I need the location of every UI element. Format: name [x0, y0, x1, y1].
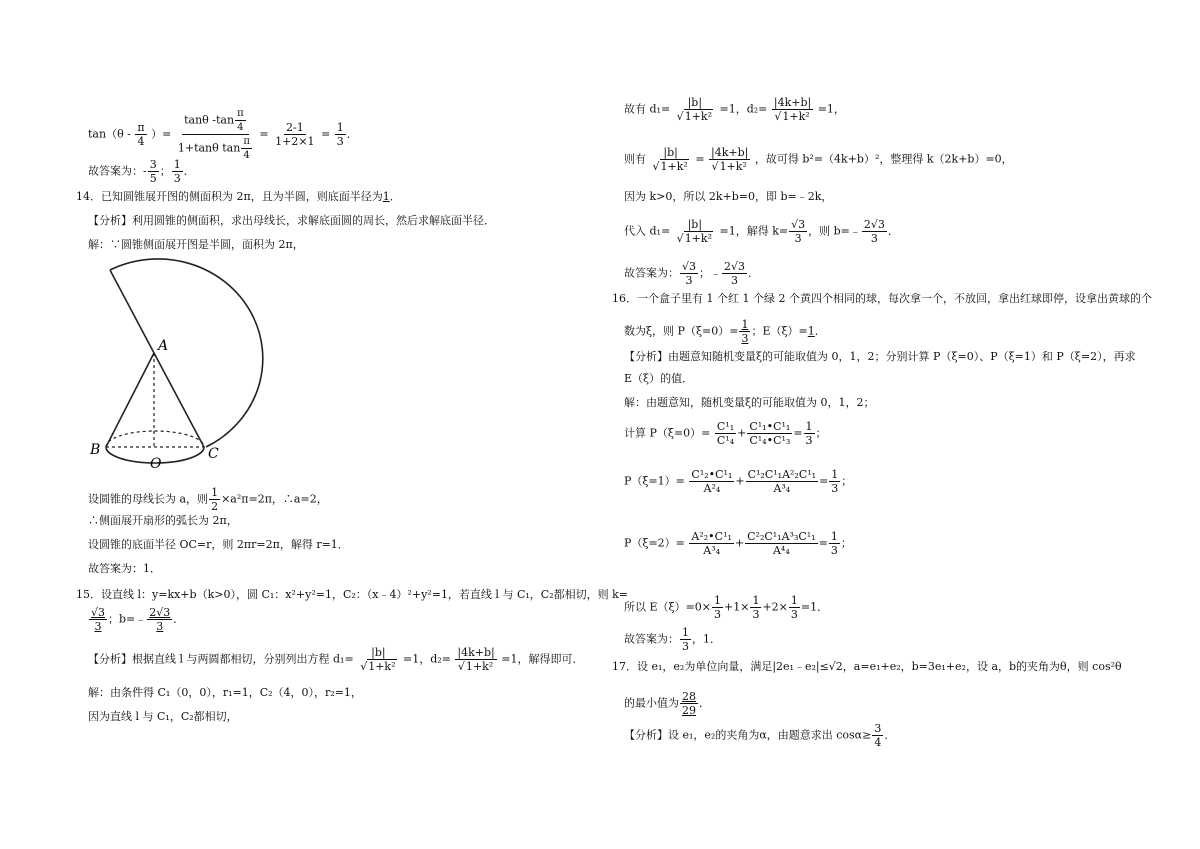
- analysis-17: 【分析】设 e₁，e₂的夹角为α，由题意求出 cosα≥ $\frac{3}{4}$ ．: [624, 722, 896, 749]
- label-b: B: [90, 442, 101, 458]
- tan-line: tan（θ - $\frac{\pi}{4}$ ）= tanθ -tan $\frac{\pi}{4}$ 1+tanθ tan $\frac{\pi}{4}$ = $\frac{2-1}{1+2\times 1}$ = $\frac{1}{3}$ ．: [88, 108, 358, 161]
- question-17-b: 的最小值为 $\frac{28}{29}$ ．: [624, 690, 710, 717]
- base-back: [106, 431, 204, 447]
- solution-14-a: 设圆锥的母线长为 a，则 $\frac{1}{2}$ ×a²π=2π，∴a=2，: [88, 486, 328, 513]
- solution-14: 解：∵圆锥侧面展开图是半圆，面积为 2π，: [88, 238, 304, 251]
- prob-xi-1: P（ξ=1）= $\frac{\text{C¹₂•C¹₁}}{\text{A²₄}}$ + $\frac{\text{C¹₂C¹₁A²₂C¹₁}}{\text{A³₄}}$ = $\frac{1}{3}$ ；: [624, 468, 853, 495]
- prob-xi-2: P（ξ=2）= $\frac{\text{A²₂•C¹₁}}{\text{A³₄}}$ + $\frac{\text{C²₂C¹₁A³₃C¹₁}}{\text{A⁴₄}}$ = $\frac{1}{3}$ ；: [624, 530, 852, 557]
- slant-line-ab: [106, 353, 154, 447]
- solution-15-b: 因为直线 l 与 C₁，C₂都相切，: [88, 710, 238, 723]
- answer-line-16: 故答案为： $\frac{1}{3}$ ，1．: [624, 626, 721, 653]
- cone-figure: [88, 258, 288, 476]
- question-14: 14．已知圆锥展开图的侧面积为 2π，且为半圆，则底面半径为1．: [76, 190, 401, 203]
- equal-distances: 则有 $\frac{|b|}{\text{√1+k²}}$ = $\frac{|4k+b|}{\text{√1+k²}}$ ，故可得 b²=（4k+b）²，整理得 k（2k+b）=0，: [624, 146, 1013, 173]
- label-c: C: [208, 446, 219, 462]
- question-17-a: 17．设 e₁，e₂为单位向量，满足|2e₁﹣e₂|≤√2，a=e₁+e₂，b=3e₁+e₂，设 a，b的夹角为θ，则 cos²θ: [612, 660, 1122, 673]
- analysis-15: 【分析】根据直线 l 与两圆都相切，分别列出方程 d₁= $\frac{|b|}{\text{√1+k²}}$ =1，d₂= $\frac{|4k+b|}{\text{√1+k²}}$ =1，解得即可．: [88, 646, 584, 673]
- substitute-line: 代入 d₁= $\frac{|b|}{\text{√1+k²}}$ =1，解得 k= $\frac{√3}{3}$ ，则 b=﹣ $\frac{2√3}{3}$ ．: [624, 218, 899, 245]
- solution-14-b: ∴侧面展开扇形的弧长为 2π，: [88, 514, 238, 527]
- solution-14-c: 设圆锥的底面半径 OC=r，则 2πr=2π，解得 r=1．: [88, 538, 349, 551]
- solution-14-d: 故答案为：1．: [88, 562, 161, 575]
- solve-b: 因为 k>0，所以 2k+b=0，即 b=﹣2k，: [624, 190, 833, 203]
- tangent-distances: 故有 d₁= $\frac{|b|}{\text{√1+k²}}$ =1，d₂= $\frac{|4k+b|}{\text{√1+k²}}$ =1，: [624, 96, 845, 123]
- tan-fraction: tanθ -tan $\frac{\pi}{4}$ 1+tanθ tan $\frac{\pi}{4}$: [177, 108, 250, 161]
- question-15-a: 15．设直线 l：y=kx+b（k>0），圆 C₁：x²+y²=1，C₂：（x﹣4）²+y²=1，若直线 l 与 C₁，C₂都相切，则 k=: [76, 588, 628, 601]
- expectation-line: 所以 E（ξ）=0× $\frac{1}{3}$ +1× $\frac{1}{3}$ +2× $\frac{1}{3}$ =1．: [624, 594, 829, 621]
- question-16-a: 16．一个盒子里有 1 个红 1 个绿 2 个黄四个相同的球，每次拿一个，不放回，拿出红球即停，设拿出黄球的个: [612, 292, 1152, 305]
- sector-arc: [110, 259, 263, 447]
- solution-16: 解：由题意知，随机变量ξ的可能取值为 0，1，2；: [624, 396, 875, 409]
- solution-15-a: 解：由条件得 C₁（0，0），r₁=1，C₂（4，0），r₂=1，: [88, 686, 362, 699]
- answer-line-13: 故答案为：- $\frac{3}{5}$ ； $\frac{1}{3}$ ．: [88, 158, 195, 185]
- analysis-14: 【分析】利用圆锥的侧面积，求出母线长，求解底面圆的周长，然后求解底面半径．: [88, 214, 495, 227]
- slant-line-a-sector: [110, 270, 154, 353]
- question-16-b: 数为ξ，则 P（ξ=0）= $\frac{1}{3}$ ；E（ξ）=1．: [624, 318, 826, 345]
- analysis-16-a: 【分析】由题意知随机变量ξ的可能取值为 0，1，2；分别计算 P（ξ=0）、P（ξ=1）和 P（ξ=2），再求: [624, 350, 1136, 363]
- answer-line-15: 故答案为： $\frac{√3}{3}$ ；﹣ $\frac{2√3}{3}$ ．: [624, 260, 760, 287]
- analysis-16-b: E（ξ）的值．: [624, 372, 694, 385]
- label-a: A: [158, 338, 169, 354]
- label-o: O: [150, 456, 162, 472]
- question-15-b: $\frac{√3}{3}$ ；b=﹣ $\frac{2√3}{3}$ ．: [91, 606, 185, 633]
- prob-xi-0: 计算 P（ξ=0）= $\frac{\text{C¹₁}}{\text{C¹₄}}$ + $\frac{\text{C¹₁•C¹₁}}{\text{C¹₄•C¹₃}}$ = $\frac{1}{3}$ ；: [624, 420, 827, 447]
